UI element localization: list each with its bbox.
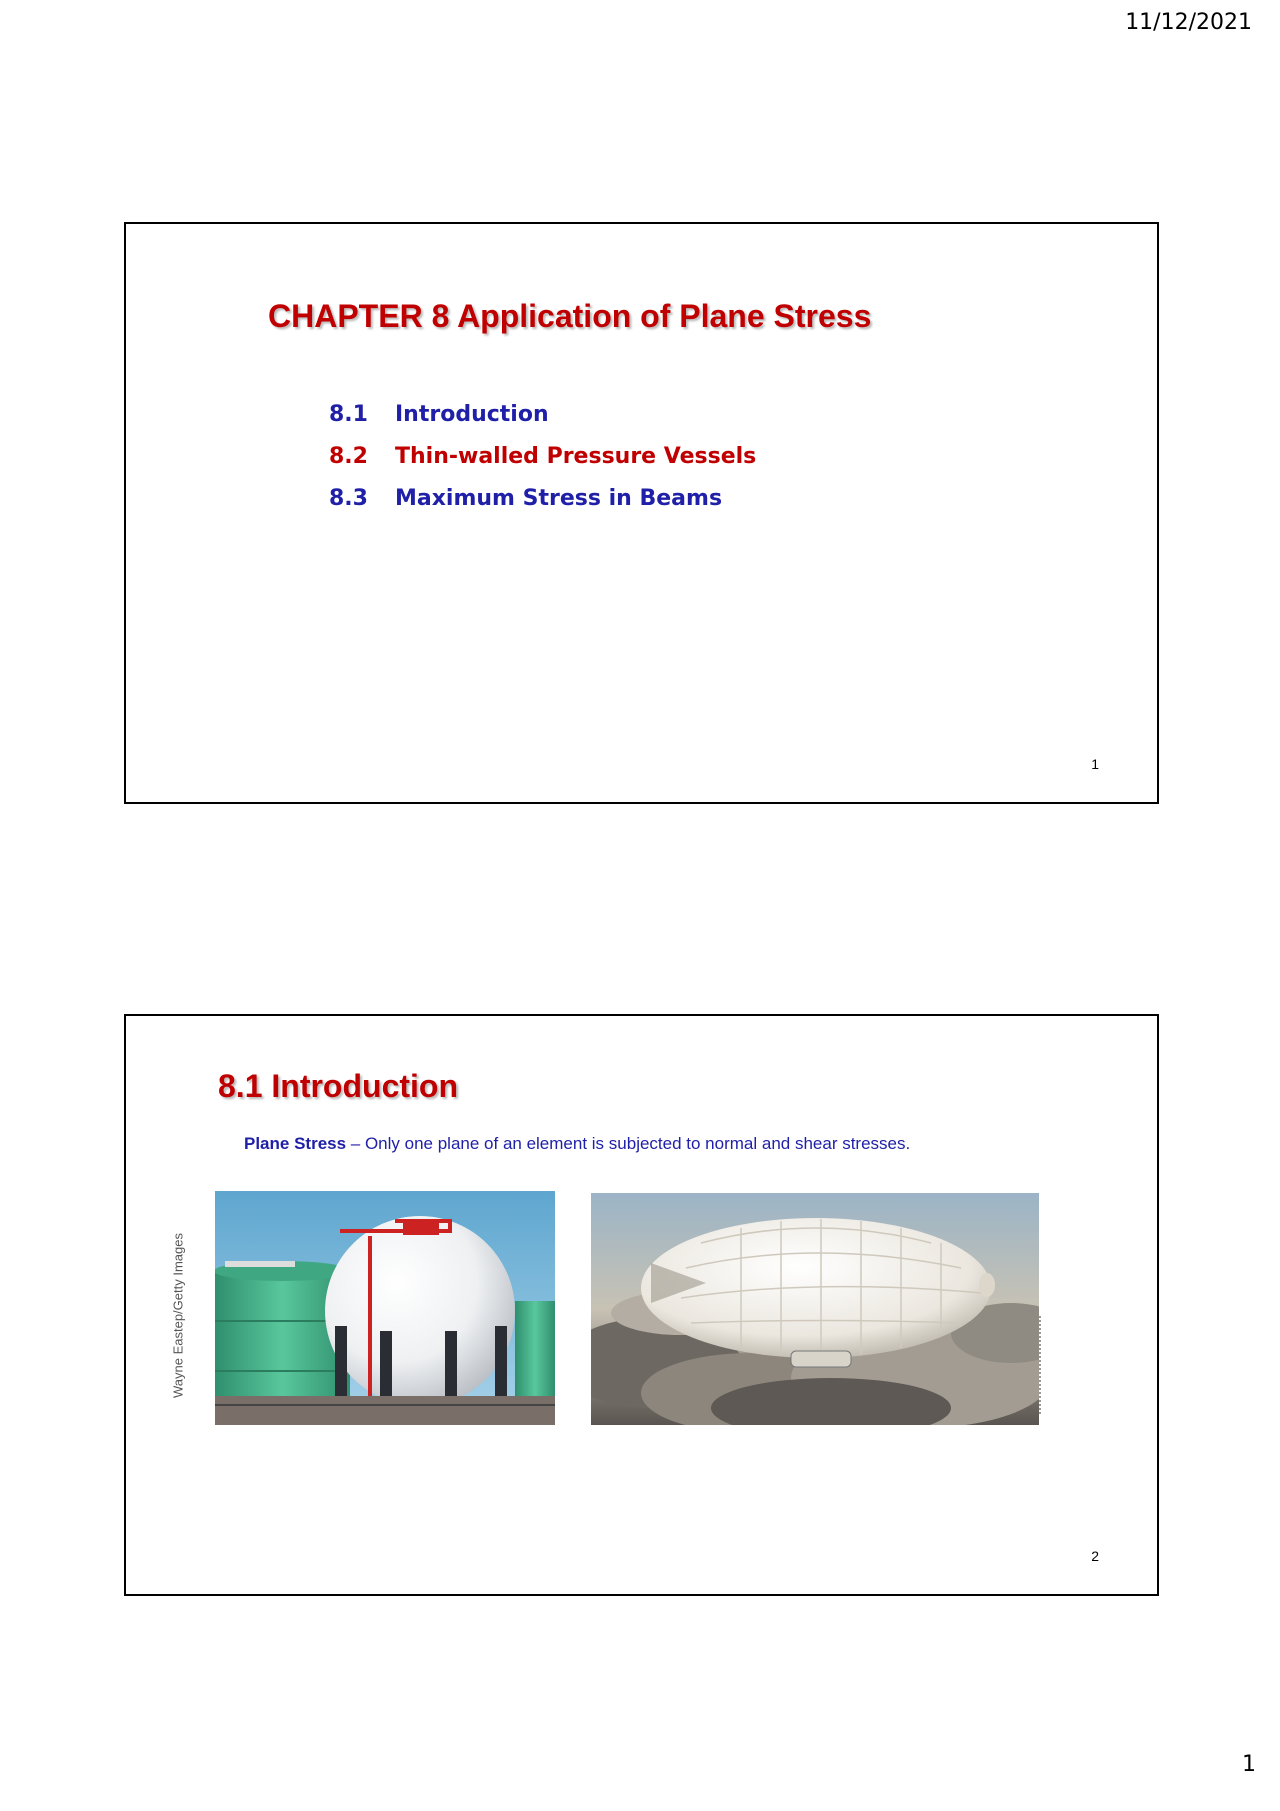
toc-item-label: Thin-walled Pressure Vessels bbox=[395, 444, 757, 469]
toc-item-number: 8.1 bbox=[329, 402, 368, 427]
plane-stress-definition bbox=[244, 1134, 910, 1154]
page-date: 11/12/2021 bbox=[1125, 10, 1252, 35]
page-number: 1 bbox=[1242, 1752, 1256, 1777]
toc-item-label: Introduction bbox=[395, 402, 549, 427]
section-title: 8.1 Introduction bbox=[218, 1068, 458, 1104]
toc-item-number: 8.3 bbox=[329, 486, 368, 511]
chapter-title: CHAPTER 8 Application of Plane Stress bbox=[268, 298, 872, 334]
toc-item-maximum-stress bbox=[329, 478, 756, 520]
photo-credit-mark bbox=[1034, 1316, 1046, 1416]
airship-photo bbox=[591, 1193, 1039, 1425]
spherical-tank-photo bbox=[215, 1191, 555, 1425]
toc-item-pressure-vessels bbox=[329, 436, 756, 478]
toc-item-introduction bbox=[329, 394, 756, 436]
toc-item-number: 8.2 bbox=[329, 444, 368, 469]
table-of-contents bbox=[329, 394, 756, 520]
definition-text: – Only one plane of an element is subjected to normal and shear stresses. bbox=[346, 1134, 911, 1153]
definition-term: Plane Stress bbox=[244, 1134, 347, 1153]
toc-item-label: Maximum Stress in Beams bbox=[395, 486, 723, 511]
slide-number: 2 bbox=[1091, 1548, 1099, 1564]
slide-2 bbox=[124, 1014, 1159, 1596]
slide-number: 1 bbox=[1091, 756, 1099, 772]
photo-credit: Wayne Eastep/Getty Images bbox=[170, 1233, 186, 1398]
slide-1 bbox=[124, 222, 1159, 804]
